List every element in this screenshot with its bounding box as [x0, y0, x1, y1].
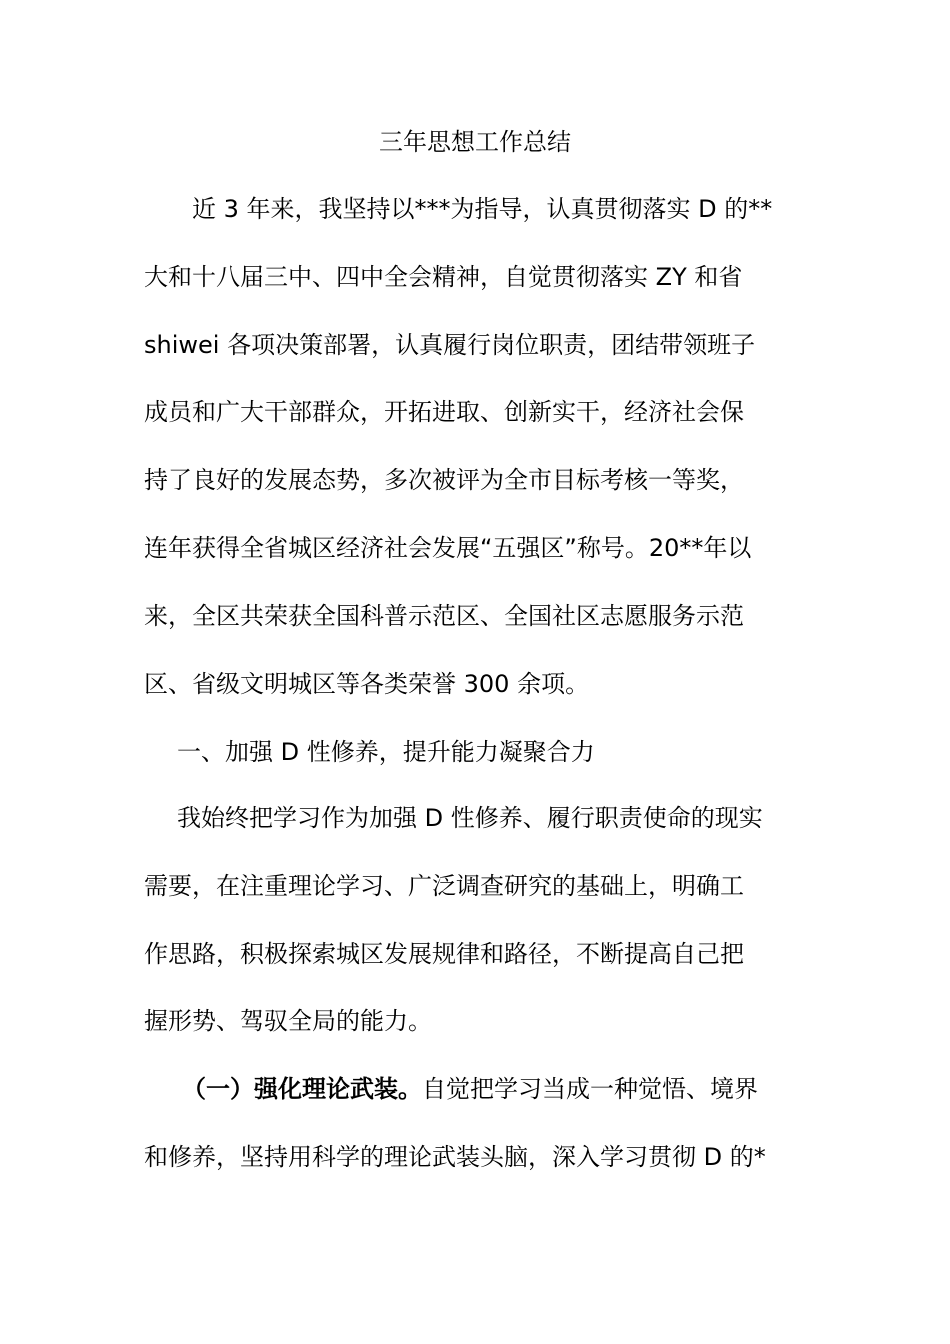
- intro-paragraph: [144, 176, 808, 718]
- section-heading: [144, 719, 808, 787]
- subsection-paragraph: [144, 1056, 808, 1192]
- paragraph-line: 需要，在注重理论学习、广泛调查研究的基础上，明确工: [144, 871, 744, 900]
- paragraph-line: 连年获得全省城区经济社会发展“五强区”称号。20**年以: [144, 533, 752, 562]
- subsection-text: 自觉把学习当成一种觉悟、境界: [422, 1075, 758, 1103]
- paragraph-line: 成员和广大干部群众，开拓进取、创新实干，经济社会保: [144, 398, 744, 427]
- paragraph-line: [144, 1056, 808, 1124]
- subsection-lead: （一）强化理论武装。: [182, 1075, 422, 1103]
- paragraph-line: 近 3 年来，我坚持以***为指导，认真贯彻落实 D 的**: [192, 195, 773, 223]
- paragraph-line: 来，全区共荣获全国科普示范区、全国社区志愿服务示范: [144, 601, 744, 630]
- paragraph-line: 大和十八届三中、四中全会精神，自觉贯彻落实 ZY 和省: [144, 262, 743, 291]
- section-heading-text: 一、加强 D 性修养，提升能力凝聚合力: [177, 738, 595, 766]
- paragraph-line: 区、省级文明城区等各类荣誉 300 余项。: [144, 669, 590, 698]
- paragraph-line: 持了良好的发展态势，多次被评为全市目标考核一等奖，: [144, 466, 744, 495]
- section-paragraph: [144, 785, 808, 1056]
- paragraph-line: 我始终把学习作为加强 D 性修养、履行职责使命的现实: [177, 804, 763, 832]
- paragraph-line: 和修养，坚持用科学的理论武装头脑，深入学习贯彻 D 的*: [144, 1142, 766, 1171]
- paragraph-line: 作思路，积极探索城区发展规律和路径，不断提高自己把: [144, 939, 744, 968]
- document-title: 三年思想工作总结: [379, 128, 571, 156]
- paragraph-line: 握形势、驾驭全局的能力。: [144, 1007, 432, 1036]
- paragraph-line: shiwei 各项决策部署，认真履行岗位职责，团结带领班子: [144, 330, 756, 359]
